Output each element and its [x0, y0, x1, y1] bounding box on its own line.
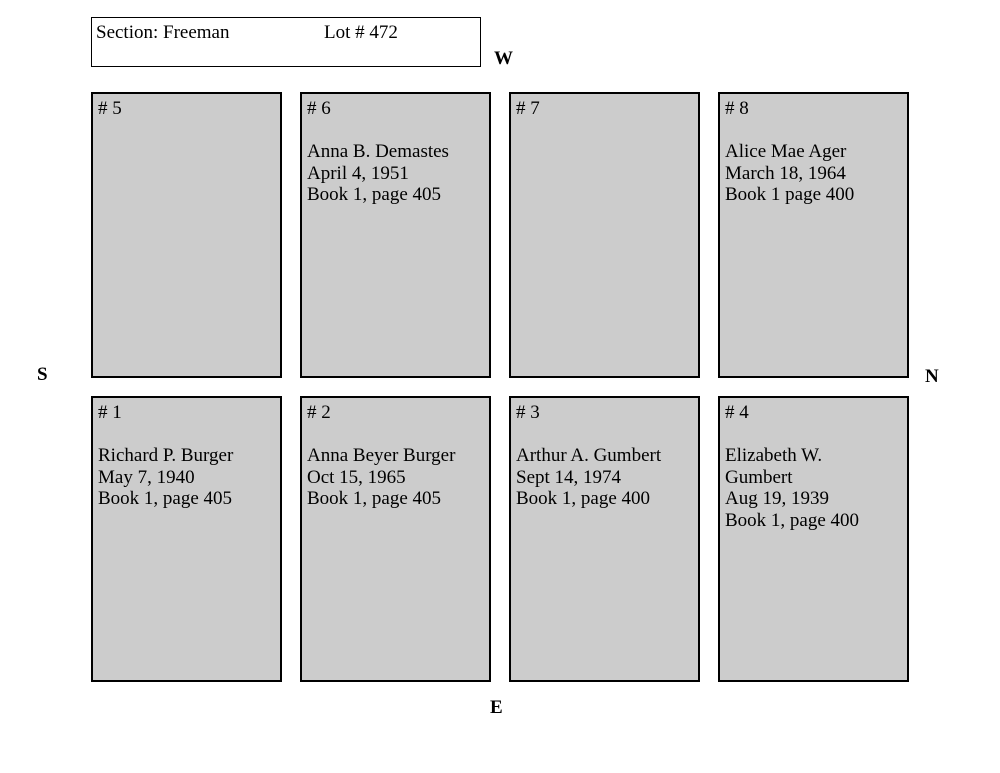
- plot-occupant-name: Anna Beyer Burger: [307, 445, 456, 466]
- plot-2: [300, 396, 491, 682]
- plot-occupant-name: Alice Mae Ager: [725, 141, 847, 162]
- lot-header: [91, 17, 481, 67]
- plot-record-reference: Book 1, page 405: [307, 488, 442, 509]
- lot-number: Lot # 472: [324, 22, 398, 43]
- plot-record-reference: Book 1, page 405: [307, 184, 442, 205]
- plot-burial-date: March 18, 1964: [725, 162, 846, 184]
- plot-burial-date: Sept 14, 1974: [516, 466, 622, 488]
- plot-3: [509, 396, 700, 682]
- plot-burial-date: Oct 15, 1965: [307, 466, 406, 488]
- plot-7: [509, 92, 700, 378]
- direction-north: N: [925, 366, 939, 387]
- plot-number: # 1: [98, 402, 122, 423]
- plot-occupant-name-continued: Gumbert: [725, 466, 793, 488]
- plot-4: [718, 396, 909, 682]
- plot-8: [718, 92, 909, 378]
- plot-number: # 5: [98, 98, 122, 119]
- plot-burial-date: May 7, 1940: [98, 466, 195, 488]
- plot-burial-date: Aug 19, 1939: [725, 488, 829, 509]
- plot-1: [91, 396, 282, 682]
- plot-record-reference: Book 1, page 400: [725, 509, 860, 531]
- plot-number: # 4: [725, 402, 749, 423]
- plot-6: [300, 92, 491, 378]
- plot-number: # 8: [725, 98, 749, 119]
- direction-west: W: [494, 48, 513, 69]
- plot-occupant-name: Anna B. Demastes: [307, 141, 449, 162]
- plot-5: [91, 92, 282, 378]
- plot-occupant-name: Richard P. Burger: [98, 445, 234, 466]
- plot-number: # 2: [307, 402, 331, 423]
- plot-record-reference: Book 1 page 400: [725, 184, 855, 205]
- plot-number: # 7: [516, 98, 540, 119]
- plot-burial-date: April 4, 1951: [307, 162, 409, 184]
- plot-record-reference: Book 1, page 405: [98, 488, 233, 509]
- direction-east: E: [490, 697, 503, 718]
- plot-number: # 6: [307, 98, 331, 119]
- section-label: Section: Freeman: [96, 22, 230, 43]
- plot-occupant-name: Elizabeth W.: [725, 445, 823, 466]
- direction-south: S: [37, 364, 48, 385]
- plot-record-reference: Book 1, page 400: [516, 488, 651, 509]
- plot-occupant-name: Arthur A. Gumbert: [516, 445, 662, 466]
- plot-number: # 3: [516, 402, 540, 423]
